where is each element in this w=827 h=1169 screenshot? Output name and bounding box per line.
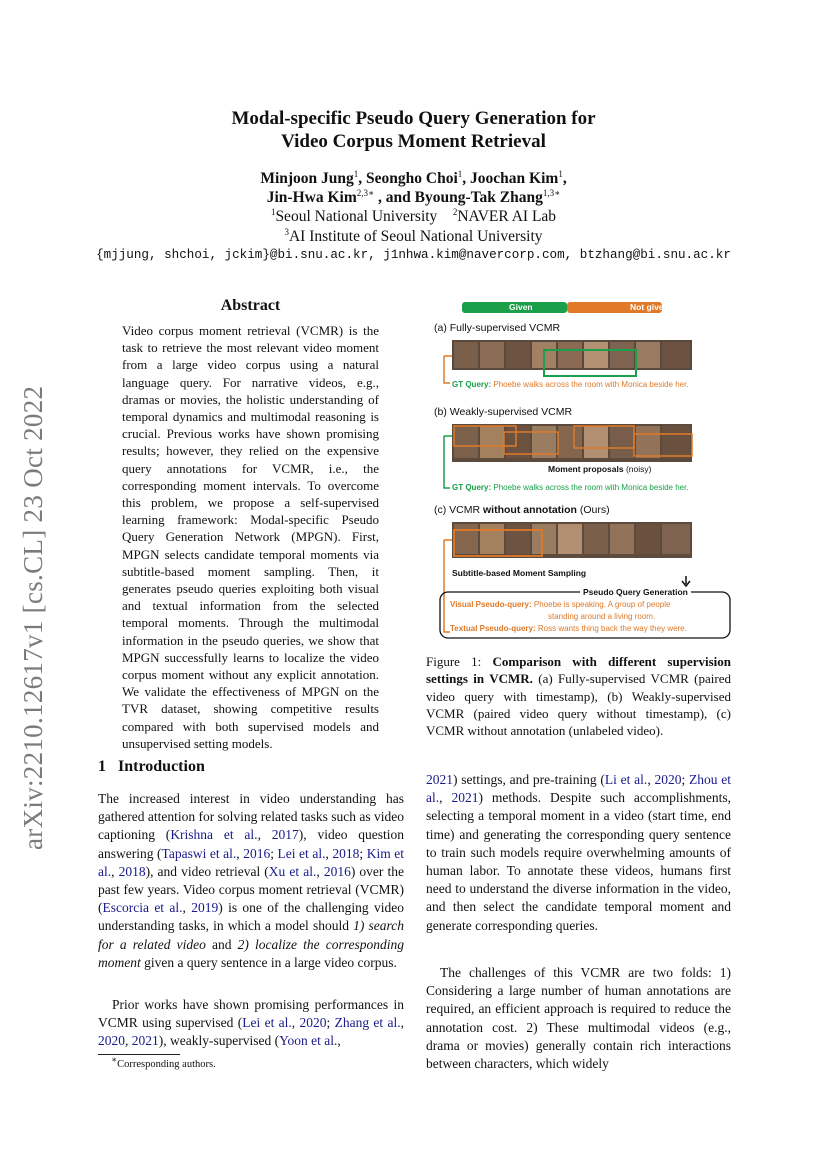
legend-given: Given: [509, 302, 533, 312]
paragraph-text: ,: [647, 772, 655, 787]
paragraph-text: ) over the past few years. Video corpus moment retrieval (VCMR) (: [98, 863, 404, 916]
citation-link[interactable]: 2021: [451, 790, 479, 806]
citation-link[interactable]: Lei et al.: [277, 845, 326, 861]
affiliation-line-2: [0, 227, 827, 247]
author-sup: 1: [353, 168, 359, 179]
gt-query-text: Phoebe walks across the room with Monica beside her.: [493, 483, 689, 492]
author-separator: ,: [358, 170, 367, 187]
paragraph-text: 1) search for a related video: [98, 918, 404, 952]
citation-link[interactable]: 2018: [332, 845, 360, 861]
paragraph-text: ,: [125, 1033, 132, 1049]
paper-title-line1: Modal-specific Pseudo Query Generation for: [231, 108, 596, 129]
citation-link[interactable]: 2018: [118, 863, 146, 879]
paragraph-text: ,: [400, 1015, 405, 1031]
citation-link[interactable]: Escorcia et al.: [102, 900, 183, 916]
paragraph-text: ,: [182, 900, 192, 916]
paper-title-line2: Video Corpus Moment Retrieval: [281, 131, 546, 152]
footnote: [111, 1054, 216, 1070]
footnote-text: Corresponding authors.: [117, 1059, 216, 1070]
citation-link[interactable]: 2021: [131, 1033, 159, 1049]
panel-c-post: (Ours): [576, 504, 610, 516]
author-sup: 1: [457, 168, 463, 179]
moment-proposals: [548, 464, 651, 474]
author-name: Minjoon Jung: [260, 170, 354, 187]
paragraph-text: ;: [359, 845, 367, 861]
textual-pseudo-query: [450, 624, 687, 633]
paragraph-text: ;: [326, 1015, 335, 1031]
paragraph-text: ), video question answering (: [98, 827, 405, 861]
caption-prefix: Figure 1:: [426, 654, 493, 669]
paragraph-text: ;: [681, 772, 689, 787]
citation-link[interactable]: 2016: [243, 845, 271, 861]
paragraph-text: ) settings, and pre-training (: [453, 772, 605, 787]
author-separator: ,: [462, 170, 471, 187]
citation-link[interactable]: 2017: [271, 827, 299, 843]
paragraph-text: ) methods. Despite such accomplishments, selecting a temporal moment in a video (start time, end time) and generating the corresponding query sentence to train such models require overwhelming amounts of human labor. To annotate these videos, humans first need to understand the diverse information in the video, and then select the candidate temporal moment and generate corresponding queries.: [426, 790, 731, 933]
figure-1-caption: [426, 653, 731, 739]
paragraph-text: ,: [337, 1033, 341, 1049]
visual-pseudo-query-text: Phoebe is speaking. A group of people: [533, 600, 671, 609]
paragraph-text: Prior works have shown promising performances in VCMR using supervised (: [98, 997, 404, 1031]
citation-link[interactable]: 2019: [191, 900, 219, 916]
aff-sup: 2: [452, 206, 458, 217]
paragraph-text: ,: [325, 845, 333, 861]
legend-not-given: Not given: [630, 302, 669, 312]
gt-query-b: [452, 483, 689, 492]
panel-c-bold: without annotation: [483, 504, 577, 516]
video-frames-a: [444, 340, 692, 383]
paragraph-text: and: [205, 936, 238, 952]
caption-rest: (a) Fully-supervised VCMR (paired video query with timestamp), (b) Weakly-supervised VCMR (paired video query without timestamp), (c) VCMR without annotation (unlabeled video).: [426, 671, 731, 739]
aff-sup: 3: [284, 226, 289, 237]
author-separator: ,: [562, 170, 567, 187]
textual-pseudo-query-text: Ross wants thing back the way they were.: [537, 624, 687, 633]
author-name: Seongho Choi: [366, 170, 458, 187]
moment-proposals-noisy: (noisy): [625, 464, 652, 474]
intro-right-paragraph-2: The challenges of this VCMR are two folds: 1) Considering a large number of human annotations are required, an efficient approach is required to reduce the annotation cost. 2) These multimodal videos (e.g., drama or movies) generally contain rich interactions between characters, which widely: [426, 965, 731, 1072]
gt-query-text: Phoebe walks across the room with Monica beside her.: [493, 380, 689, 389]
panel-a-label: (a) Fully-supervised VCMR: [434, 322, 561, 334]
citation-link[interactable]: Li et al.: [604, 772, 648, 787]
author-sup: 1: [558, 168, 563, 179]
visual-pseudo-query-text-2: standing around a living room.: [548, 612, 656, 621]
intro-paragraph-1: [98, 790, 404, 972]
paragraph-text: ,: [236, 845, 244, 861]
panel-b-label: (b) Weakly-supervised VCMR: [434, 406, 573, 418]
citation-link[interactable]: Krishna et al.: [170, 827, 258, 843]
abstract-heading: Abstract: [220, 297, 281, 314]
author-and: , and: [374, 189, 415, 206]
paragraph-text: 2) localize the corresponding moment: [98, 936, 404, 970]
panel-c-label: [434, 504, 610, 516]
footnote-mark: ∗: [111, 1054, 118, 1065]
paragraph-text: The increased interest in video understanding has gathered attention for solving related tasks such as video captioning (: [98, 791, 404, 843]
author-name: Byoung-Tak Zhang: [414, 189, 543, 206]
citation-link[interactable]: 2020: [654, 772, 682, 787]
paragraph-text: ), weakly-supervised (: [158, 1033, 280, 1049]
paragraph-text: given a query sentence in a large video corpus.: [140, 954, 397, 970]
citation-link[interactable]: Kim et al.: [98, 845, 404, 879]
paragraph-text: ), and video retrieval (: [145, 863, 269, 879]
intro-paragraph-2: [98, 996, 404, 1051]
gt-query-label: GT Query:: [452, 380, 492, 389]
affiliation-line-1: [0, 207, 827, 227]
moment-proposals-label: Moment proposals: [548, 464, 624, 474]
citation-link[interactable]: Yoon et al.: [279, 1033, 338, 1049]
textual-pseudo-query-label: Textual Pseudo-query:: [450, 624, 536, 633]
citation-link[interactable]: Zhou et al.: [426, 772, 732, 806]
video-frames-b: [444, 424, 692, 488]
gt-query-label: GT Query:: [452, 483, 492, 492]
gt-query-a: [452, 380, 689, 389]
abstract-body: Video corpus moment retrieval (VCMR) is the task to retrieve the most relevant video moment from a large video corpus using a natural language query. For narrative videos, e.g., dramas or movies, the holistic understanding of temporal dynamics and multimodal reasoning is crucial. Previous works have shown promising results; however, they relied on the expensive query annotations for VCMR, i.e., the corresponding moment intervals. To overcome this problem, we propose a self-supervised learning framework: Modal-specific Pseudo Query Generation Network (MPGN). First, MPGN selects candidate temporal moments via subtitle-based moment sampling. Then, it generates pseudo queries exploiting both visual and textual information from the selected temporal moments. Through the multimodal information in the pseudo queries, we show that MPGN successfully learns to localize the video corpus moment without any explicit annotation. We validate the effectiveness of MPGN on the TVR dataset, showing competitive results compared with both supervised models and unsupervised setting models.: [122, 323, 379, 751]
aff-sup: 1: [270, 206, 276, 217]
citation-link[interactable]: 2020: [299, 1015, 327, 1031]
paragraph-text: ;: [270, 845, 278, 861]
visual-pseudo-query: [450, 600, 670, 609]
section-number: 1: [98, 758, 106, 775]
paragraph-text: ) is one of the challenging video understanding tasks, in which a model should: [98, 900, 405, 934]
section-heading-introduction: [98, 758, 205, 776]
author-sup: 2,3∗: [356, 187, 375, 198]
section-title: Introduction: [118, 758, 205, 775]
citation-link[interactable]: Lei et al.: [242, 1015, 292, 1031]
paragraph-text: ,: [316, 863, 324, 879]
citation-link[interactable]: Zhang et al.: [334, 1015, 401, 1031]
citation-link[interactable]: 2021: [426, 772, 453, 787]
author-emails: {mjjung, shchoi, jckim}@bi.snu.ac.kr, j1nhwa.kim@navercorp.com, btzhang@bi.snu.ac.kr: [96, 248, 731, 262]
intro-right-paragraph-1: [426, 771, 731, 935]
caption-bold: Comparison with different supervision settings in VCMR.: [426, 654, 731, 687]
subtitle-sampling-label: Subtitle-based Moment Sampling: [452, 568, 587, 578]
paragraph-text: ,: [439, 790, 452, 806]
paragraph-text: ,: [257, 827, 272, 843]
citation-link[interactable]: 2016: [323, 863, 351, 879]
panel-c-pre: (c) VCMR: [434, 504, 483, 516]
author-line-2: [0, 188, 827, 208]
paragraph-text: ,: [111, 863, 119, 879]
citation-link[interactable]: Tapaswi et al.: [161, 845, 237, 861]
visual-pseudo-query-label: Visual Pseudo-query:: [450, 600, 532, 609]
paragraph-text: ,: [291, 1015, 300, 1031]
affiliation: AI Institute of Seoul National University: [288, 228, 543, 245]
figure-1: [424, 296, 734, 646]
author-sup: 1,3∗: [542, 187, 561, 198]
affiliation: NAVER AI Lab: [457, 208, 557, 225]
citation-link[interactable]: 2020: [98, 1033, 125, 1049]
affiliation: Seoul National University: [275, 208, 438, 225]
author-name: Joochan Kim: [470, 170, 559, 187]
citation-link[interactable]: Xu et al.: [268, 863, 317, 879]
pseudo-query-generation-label: Pseudo Query Generation: [580, 587, 691, 597]
author-name: Jin-Hwa Kim: [266, 189, 357, 206]
author-line-1: [0, 169, 827, 189]
arxiv-identifier: arXiv:2210.12617v1 [cs.CL] 23 Oct 2022: [18, 385, 48, 850]
